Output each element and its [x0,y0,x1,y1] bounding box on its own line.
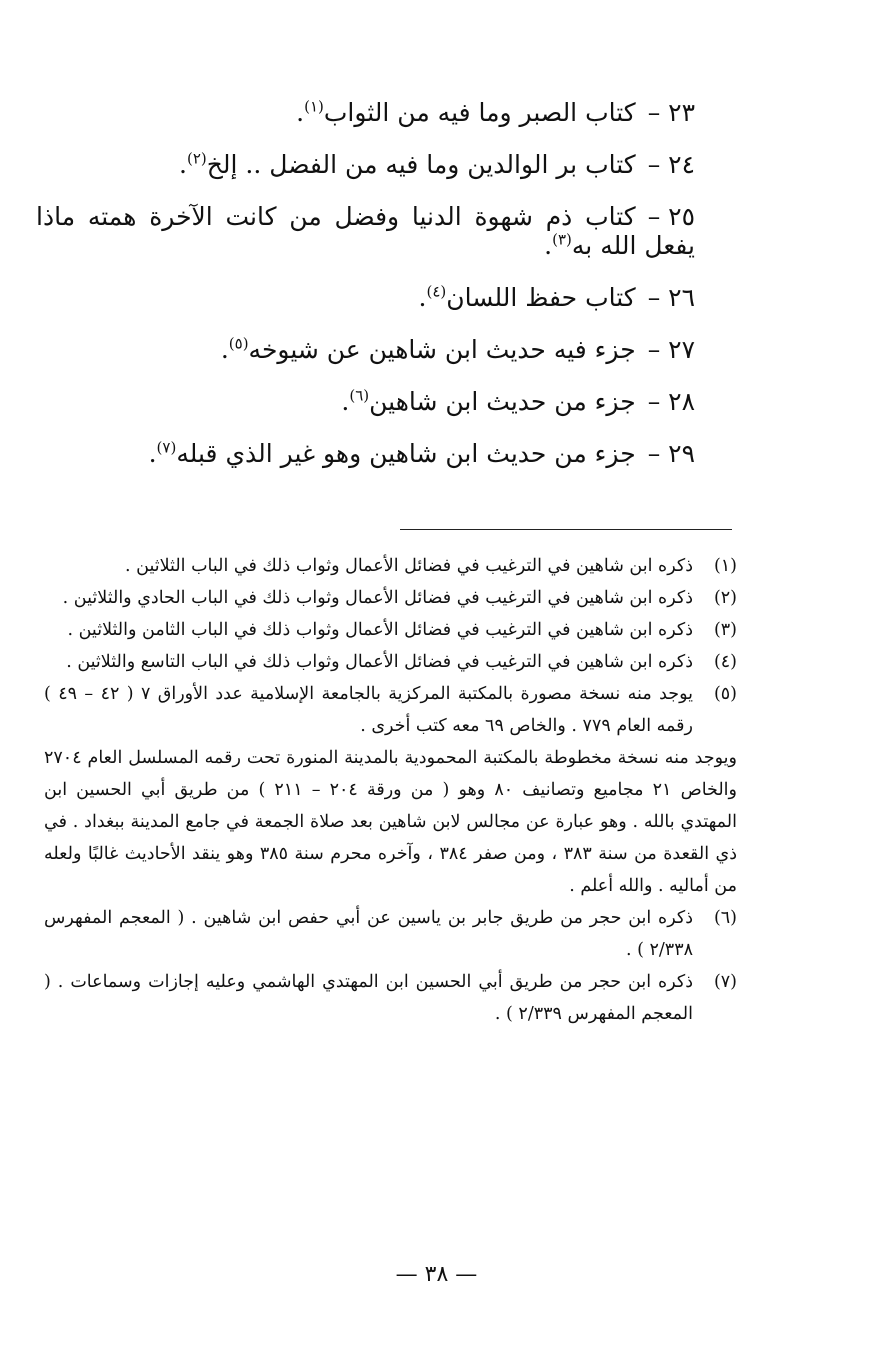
footnote [44,646,737,678]
list-item: ٢٨ –جزء من حديث ابن شاهين$^{(٦)}$. [341,386,695,416]
footnote-ref[interactable]: (٣) [552,230,572,249]
footnote-ref[interactable]: (١) [304,97,324,116]
footnote-ref[interactable]: (٤) [426,282,447,301]
footnote [44,678,737,902]
page-number: — ٣٨ — [395,1262,478,1287]
footnote-divider [400,529,732,530]
footnote-text-continued: ويوجد منه نسخة مخطوطة بالمكتبة المحمودية بالمدينة المنورة تحت رقمه المسلسل العام ٢٧٠٤ والخاص ٢١ مجاميع وتصانيف ٨٠ وهو ( من ورقة ٢٠٤ – ٢١١ ) من طريق أبي الحسين ابن المهتدي بالله . وهو عبارة عن مجالس لابن شاهين بعد صلاة الجمعة في جامع المدينة ببغداد . في ذي القعدة من سنة ٣٨٣ ، ومن صفر ٣٨٤ ، وآخره محرم سنة ٣٨٥ وهو ينقد الأحاديث غالبًا ولعله من أماليه . والله أعلم . [44,748,738,896]
footnote [44,902,737,966]
footnote-text: ذكره ابن شاهين في الترغيب في فضائل الأعمال وثواب ذلك في الباب التاسع والثلاثين . [66,652,693,672]
item-number: ٢٥ – [647,202,695,231]
book-list [36,97,695,491]
item-number: ٢٤ – [647,150,695,179]
footnote-text: ذكره ابن شاهين في الترغيب في فضائل الأعمال وثواب ذلك في الباب الثامن والثلاثين . [67,620,693,640]
item-title: جزء فيه حديث ابن شاهين عن شيوخه [248,335,636,364]
item-number: ٢٩ – [647,439,695,468]
item-number: ٢٧ – [647,335,695,364]
footnote-text: ذكره ابن شاهين في الترغيب في فضائل الأعمال وثواب ذلك في الباب الحادي والثلاثين . [62,588,693,608]
footnote-number: (٢) [713,588,737,608]
item-title: كتاب ذم شهوة الدنيا وفضل من كانت الآخرة همته ماذا يفعل الله به [36,202,695,260]
item-title: جزء من حديث ابن شاهين [369,387,636,416]
list-item: ٢٧ –جزء فيه حديث ابن شاهين عن شيوخه$^{(٥)}$. [220,334,695,364]
footnote-number: (٥) [713,684,737,704]
list-item: ٢٩ –جزء من حديث ابن شاهين وهو غير الذي قبله$^{(٧)}$. [148,438,695,468]
footnote [44,614,737,646]
footnote-ref[interactable]: (٥) [228,334,249,353]
footnote-number: (١) [713,556,737,576]
footnote-number: (٧) [713,972,737,992]
item-title: جزء من حديث ابن شاهين وهو غير الذي قبله [176,439,636,468]
footnote-text: ذكره ابن حجر من طريق جابر بن ياسين عن أبي حفص ابن شاهين . ( المعجم المفهرس ٢/٣٣٨ ) . [44,908,693,960]
footnote-ref[interactable]: (٧) [156,438,177,457]
list-item: ٢٤ –كتاب بر الوالدين وما فيه من الفضل .. إلخ$^{(٢)}$. [179,149,695,179]
footnote-number: (٤) [713,652,737,672]
footnote [44,582,737,614]
list-item: ٢٥ –كتاب ذم شهوة الدنيا وفضل من كانت الآخرة همته ماذا يفعل الله به$^{(٣)}$. [36,202,695,260]
footnote [44,966,737,1030]
footnotes [44,550,737,1030]
footnote-ref[interactable]: (٢) [187,149,207,168]
item-title: كتاب حفظ اللسان [446,283,636,312]
footnote-text: يوجد منه نسخة مصورة بالمكتبة المركزية بالجامعة الإسلامية عدد الأوراق ٧ ( ٤٢ – ٤٩ ) رقمه العام ٧٧٩ . والخاص ٦٩ معه كتب أخرى . [44,684,693,736]
list-item: ٢٣ –كتاب الصبر وما فيه من الثواب$^{(١)}$. [296,97,695,127]
item-title: كتاب الصبر وما فيه من الثواب [323,98,636,127]
footnote-ref[interactable]: (٦) [349,386,370,405]
footnote-number: (٣) [713,620,737,640]
item-number: ٢٦ – [647,283,695,312]
item-number: ٢٨ – [647,387,695,416]
footnote-text: ذكره ابن شاهين في الترغيب في فضائل الأعمال وثواب ذلك في الباب الثلاثين . [125,556,693,576]
list-item: ٢٦ –كتاب حفظ اللسان$^{(٤)}$. [418,282,695,312]
footnote-number: (٦) [713,908,737,928]
footnote-text: ذكره ابن حجر من طريق أبي الحسين ابن المهتدي الهاشمي وعليه إجازات وسماعات . ( المعجم المفهرس ٢/٣٣٩ ) . [44,972,693,1024]
item-number: ٢٣ – [647,98,695,127]
footnote [44,550,737,582]
item-title: كتاب بر الوالدين وما فيه من الفضل .. إلخ [206,150,636,179]
